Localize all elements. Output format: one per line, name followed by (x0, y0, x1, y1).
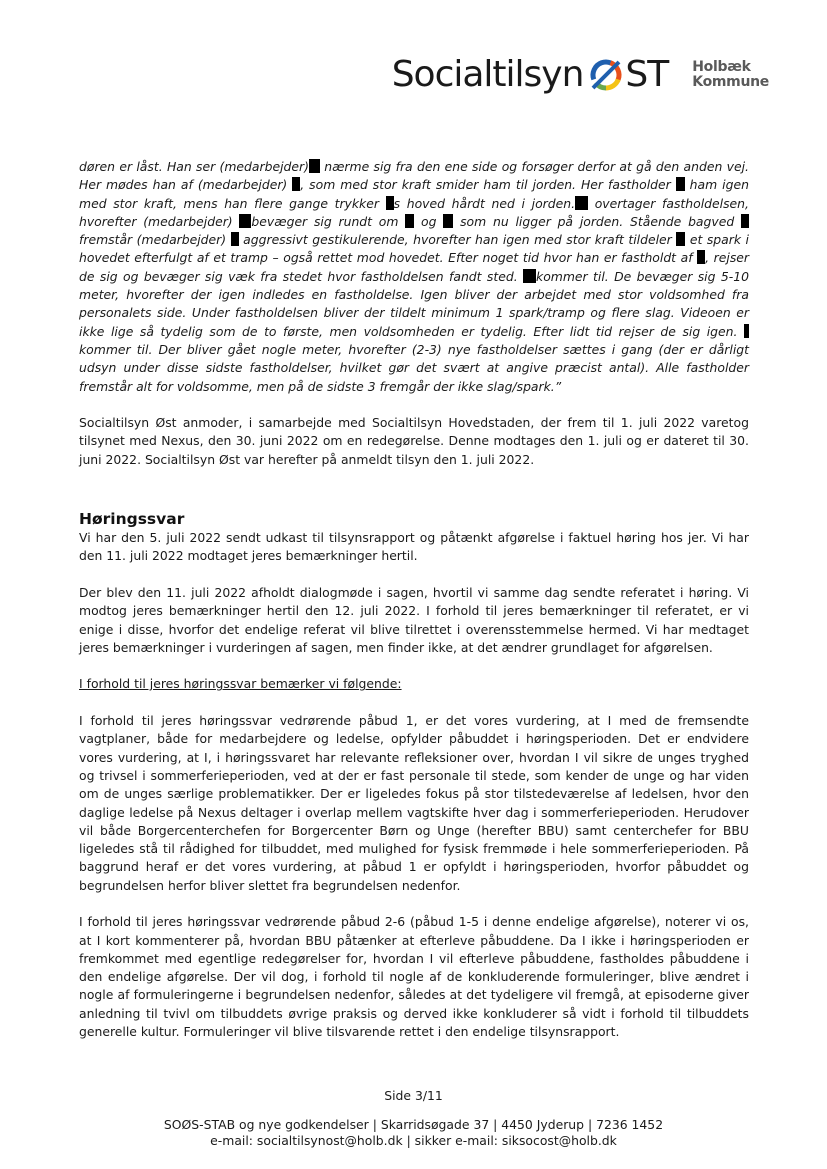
paragraph-dialogue-meeting: Der blev den 11. juli 2022 afholdt dialogmøde i sagen, hvortil vi samme dag sendte referatet i høring. Vi modtog jeres bemærkninger hertil den 12. juli 2022. I forhold til jeres bemærkninger til referatet, er vi enige i disse, hvorfor det endelige referat vil blive tilrettet i overensstemmelse hermed. Vi har medtaget jeres bemærkninger i vurderingen af sagen, men finder ikke, at det ændrer grundlaget for afgørelsen. (79, 584, 749, 655)
intro-paragraph: Socialtilsyn Øst anmoder, i samarbejde med Socialtilsyn Hovedstaden, der frem til 1. juli 2022 varetog tilsynet med Nexus, den 30. juni 2022 om en redegørelse. Denne modtages den 1. juli og er dateret til 30. juni 2022. Socialtilsyn Øst var herefter på anmeldt tilsyn den 1. juli 2022. (79, 415, 749, 467)
redaction-block (231, 232, 239, 246)
holbaek-kommune-logo (692, 60, 769, 90)
redaction-block (676, 232, 685, 246)
subheading-remarks: I forhold til jeres høringssvar bemærker vi følgende: (79, 676, 402, 692)
footer-address: SOØS-STAB og nye godkendelser | Skarridsøgade 37 | 4450 Jyderup | 7236 1452 (163, 1117, 664, 1132)
kommune-line-1: Holbæk (692, 59, 751, 75)
socialtilsyn-ost-logo-icon (589, 58, 623, 92)
paragraph-orders-2-6: I forhold til jeres høringssvar vedrørende påbud 2-6 (påbud 1-5 i denne endelige afgørelse), noterer vi os, at I kort kommenterer på, hvordan BBU påtænker at efterleve påbuddene. Da I ikke i høringsperioden er fremkommet med egentlige redegørelser for, hvordan I vil efterleve påbuddene, fastholdes påbuddene i den endelige afgørelse. Der vil dog, i forhold til nogle af de konkluderende formuleringer, blive ændret i nogle af formuleringerne i begrundelsen nedenfor, således at det tydeligere vil fremgå, at episoderne giver anledning til tvivl om tilbuddets øvrige praksis og derved ikke konkluderer så vidt i forhold til tilbuddets generelle kultur. Formuleringer vil blive tilsvarende rettet i den endelige tilsynsrapport. (79, 914, 749, 1040)
section-title-horingssvar: Høringssvar (79, 510, 185, 529)
redaction-block (744, 324, 749, 338)
redaction-block (309, 159, 320, 173)
redaction-block (676, 177, 685, 191)
redaction-block (386, 196, 394, 210)
redaction-block (741, 214, 749, 228)
footer-email: e-mail: socialtilsynost@holb.dk | sikker e-mail: siksocost@holb.dk (210, 1133, 617, 1148)
footer (0, 1117, 827, 1149)
paragraph-order-1: I forhold til jeres høringssvar vedrørende påbud 1, er det vores vurdering, at I med de fremsendte vagtplaner, både for medarbejdere og ledelse, opfylder påbuddet i høringsperioden. Det er endvidere vores vurdering, at I, i høringssvaret har relevante refleksioner over, hvordan I vil sikre de unges tryghed og trivsel i sommerferieperioden, ved at der er fast personale til stede, som kender de unge og har viden om de unges særlige problematikker. Der er ligeledes fokus på stor tilstedeværelse af ledelsen, hvor den daglige ledelse på Nexus deltager i overlap mellem vagtskifte hver dag i sommerferieperioden. Herudover vil både Borgercenterchefen for Borgercenter Børn og Unge (herefter BBU) samt centerchefer for BBU ligeledes stå til rådighed for tilbuddet, med mulighed for fysisk fremmøde i hele sommerferieperioden. På baggrund heraf er det vores vurdering, at påbud 1 er opfyldt i høringsperioden, hvorfor påbuddet og begrundelsen herfor bliver slettet fra begrundelsen nedenfor. (79, 713, 749, 893)
paragraph-hearing-sent: Vi har den 5. juli 2022 sendt udkast til tilsynsrapport og påtænkt afgørelse i faktuel høring hos jer. Vi har den 11. juli 2022 modtaget jeres bemærkninger hertil. (79, 530, 749, 564)
redaction-block (575, 196, 588, 210)
redaction-block (239, 214, 251, 228)
redaction-block (523, 269, 536, 283)
kommune-line-2: Kommune (692, 74, 769, 90)
header-logo (392, 50, 769, 100)
quoted-video-description: døren er låst. Han ser (medarbejder) nærme sig fra den ene side og forsøger derfor at gå den anden vej. Her mødes han af (medarbejder) , som med stor kraft smider ham til jorden. Her fastholder ham igen med stor kraft, mens han flere gange trykker s hoved hårdt ned i jorden. overtager fastholdelsen, hvorefter (medarbejder) bevæger sig rundt om og som nu ligger på jorden. Stående bagved fremstår (medarbejder) aggressivt gestikulerende, hvorefter han igen med stor kraft tildeler et spark i hovedet efterfulgt af et tramp – også rettet mod hovedet. Efter noget tid hvor han er fastholdt af , rejser de sig og bevæger sig væk fra stedet hvor fastholdelsen fandt sted. kommer til. De bevæger sig 5-10 meter, hvorefter der igen indledes en fastholdelse. Igen bliver der arbejdet med stor voldsomhed fra personalets side. Under fastholdelsen bliver der tildelt minimum 1 spark/tramp og flere slag. Videoen er ikke lige så tydelig som de to første, men voldsomheden er tydelig. Efter lidt tid rejser de sig igen. kommer til. Der bliver gået nogle meter, hvorefter (2-3) nye fastholdelser sættes i gang (der er dårligt udsyn under disse sidste fastholdelser, hvilket gør det svært at angive præcist antal). Alle fastholder fremstår alt for voldsomme, men på de sidste 3 fremgår der ikke slag/spark.” (79, 159, 750, 394)
page-number: Side 3/11 (384, 1088, 443, 1103)
redaction-block (443, 214, 453, 228)
document-body (79, 158, 749, 1041)
redaction-block (405, 214, 414, 228)
redaction-block (697, 250, 705, 264)
logo-st: ST (625, 54, 669, 95)
logo-wordmark: Socialtilsyn (391, 54, 584, 95)
